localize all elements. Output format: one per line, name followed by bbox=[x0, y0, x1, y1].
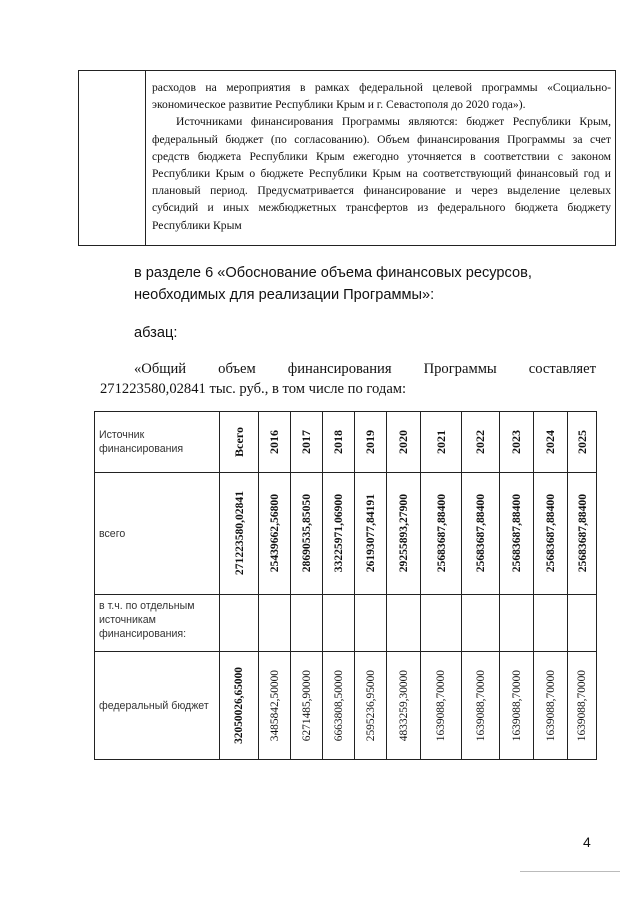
total-volume-amount-line: 271223580,02841 тыс. руб., в том числе по годам: bbox=[100, 381, 407, 397]
total-year-value: 25683687,88400 bbox=[474, 494, 487, 573]
header-year-cell bbox=[291, 412, 323, 473]
total-year-value: 25683687,88400 bbox=[544, 494, 557, 573]
page-number: 4 bbox=[583, 834, 591, 850]
empty-cell bbox=[421, 595, 462, 652]
table-header-row bbox=[95, 412, 597, 473]
total-year-value: 28690535,85050 bbox=[300, 494, 313, 573]
row-label-federal: федеральный бюджет bbox=[95, 652, 220, 760]
header-year-cell bbox=[259, 412, 291, 473]
value-cell bbox=[259, 473, 291, 595]
federal-year-value: 6663808,50000 bbox=[332, 669, 345, 742]
header-year: 2025 bbox=[574, 430, 589, 454]
value-cell bbox=[568, 652, 597, 760]
value-cell bbox=[387, 652, 421, 760]
value-cell bbox=[462, 473, 500, 595]
value-cell bbox=[421, 652, 462, 760]
header-year: 2017 bbox=[299, 430, 313, 454]
header-total-cell bbox=[220, 412, 259, 473]
header-year-cell bbox=[500, 412, 534, 473]
total-word-5: составляет bbox=[528, 361, 596, 377]
total-year-value: 29255893,27900 bbox=[397, 494, 410, 573]
value-cell bbox=[259, 652, 291, 760]
total-year-value: 26193077,84191 bbox=[364, 494, 377, 573]
value-cell bbox=[500, 473, 534, 595]
empty-cell bbox=[534, 595, 568, 652]
header-year: 2020 bbox=[396, 430, 410, 454]
value-cell bbox=[534, 473, 568, 595]
value-cell bbox=[291, 652, 323, 760]
header-year-cell bbox=[462, 412, 500, 473]
empty-cell bbox=[291, 595, 323, 652]
value-cell bbox=[421, 473, 462, 595]
total-year-value: 25439662,56800 bbox=[268, 494, 281, 573]
empty-cell bbox=[220, 595, 259, 652]
header-year-cell bbox=[355, 412, 387, 473]
header-year: 2023 bbox=[509, 430, 523, 454]
total-word-3: финансирования bbox=[287, 361, 392, 377]
continuation-table bbox=[78, 70, 616, 246]
federal-year-value: 2595236,95000 bbox=[364, 669, 377, 742]
total-year-value: 25683687,88400 bbox=[434, 494, 448, 573]
header-year-cell bbox=[323, 412, 355, 473]
value-cell bbox=[323, 652, 355, 760]
header-year-cell bbox=[534, 412, 568, 473]
federal-total-value: 32050026,65000 bbox=[233, 667, 245, 744]
total-volume-line bbox=[134, 361, 596, 378]
table-row-federal bbox=[95, 652, 597, 760]
header-year-cell bbox=[421, 412, 462, 473]
table-row-subheading bbox=[95, 595, 597, 652]
federal-year-value: 1639088,70000 bbox=[544, 669, 557, 742]
total-year-value: 25683687,88400 bbox=[575, 494, 589, 573]
federal-year-value: 6271485,90000 bbox=[300, 669, 313, 742]
section-heading: в разделе 6 «Обоснование объема финансовых ресурсов, необходимых для реализации Программы»: bbox=[134, 265, 532, 303]
total-all-years-value: 271223580,02841 bbox=[232, 491, 246, 576]
value-cell bbox=[323, 473, 355, 595]
federal-year-value: 4833259,30000 bbox=[397, 669, 410, 742]
federal-year-value: 1639088,70000 bbox=[576, 669, 588, 742]
empty-cell bbox=[462, 595, 500, 652]
value-cell bbox=[534, 652, 568, 760]
financing-sources-text: Источниками финансирования Программы являются: бюджет Республики Крым, федеральный бюджет (по согласованию). Объем финансирования Программы за счет средств бюджета Республики Крым ежегодно уточняется в соответствии с законом Республики Крым о бюджете Республики Крым на соответствующий финансовый год и плановый период. Предусматривается финансирование и через выделение целевых субсидий и иных межбюджетных трансфертов из федерального бюджета бюджету Республики Крым bbox=[152, 115, 611, 232]
continuation-table-text-cell bbox=[146, 71, 615, 245]
row-label-total: всего bbox=[95, 473, 220, 595]
empty-cell bbox=[259, 595, 291, 652]
header-year: 2016 bbox=[267, 430, 281, 454]
federal-year-value: 3485842,50000 bbox=[268, 669, 281, 742]
federal-year-value: 1639088,70000 bbox=[435, 669, 447, 742]
federal-year-value: 1639088,70000 bbox=[510, 669, 523, 742]
header-source-cell: Источник финансирования bbox=[95, 412, 220, 473]
value-cell bbox=[462, 652, 500, 760]
header-total-label: Всего bbox=[231, 427, 246, 457]
paragraph-label: абзац: bbox=[134, 325, 178, 341]
header-year: 2024 bbox=[543, 430, 557, 454]
row-label-subheading: в т.ч. по отдельным источникам финансирования: bbox=[95, 595, 220, 652]
value-cell bbox=[500, 652, 534, 760]
empty-cell bbox=[355, 595, 387, 652]
value-cell bbox=[387, 473, 421, 595]
total-word-4: Программы bbox=[423, 361, 497, 377]
empty-cell bbox=[500, 595, 534, 652]
table-row-total bbox=[95, 473, 597, 595]
header-year: 2022 bbox=[473, 430, 487, 454]
header-year-cell bbox=[568, 412, 597, 473]
financing-table bbox=[94, 411, 597, 760]
value-cell bbox=[355, 473, 387, 595]
empty-cell bbox=[323, 595, 355, 652]
total-year-value: 25683687,88400 bbox=[510, 494, 523, 573]
header-year-cell bbox=[387, 412, 421, 473]
header-year: 2019 bbox=[363, 430, 377, 454]
header-year: 2021 bbox=[433, 430, 448, 454]
empty-cell bbox=[568, 595, 597, 652]
total-year-value: 33225971,06900 bbox=[332, 494, 345, 573]
footer-rule bbox=[520, 871, 620, 872]
header-year: 2018 bbox=[331, 430, 345, 454]
empty-cell bbox=[387, 595, 421, 652]
federal-year-value: 1639088,70000 bbox=[474, 669, 487, 742]
value-cell bbox=[355, 652, 387, 760]
value-cell bbox=[220, 652, 259, 760]
total-word-1: «Общий bbox=[134, 361, 187, 377]
total-word-2: объем bbox=[218, 361, 256, 377]
value-cell bbox=[291, 473, 323, 595]
continuation-table-left-cell bbox=[79, 71, 146, 245]
value-cell bbox=[568, 473, 597, 595]
financing-expenses-text: расходов на мероприятия в рамках федеральной целевой программы «Социально-экономическое развитие Республики Крым и г. Севастополя до 2020 года»). bbox=[152, 81, 611, 112]
value-cell bbox=[220, 473, 259, 595]
